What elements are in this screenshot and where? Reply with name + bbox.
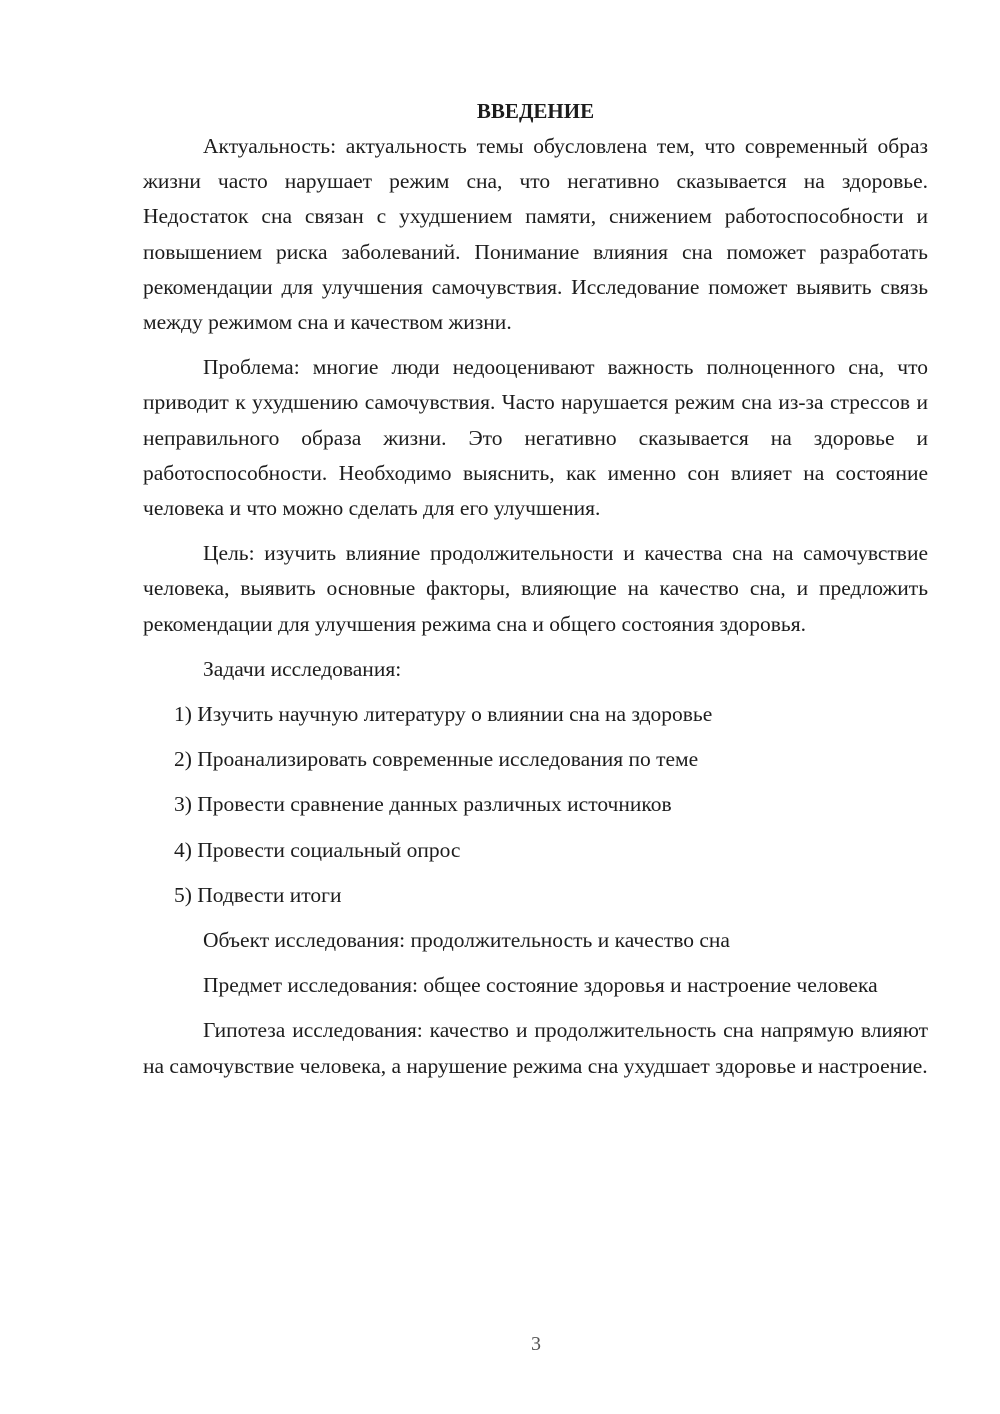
list-item: 1) Изучить научную литературу о влиянии сна на здоровье — [174, 702, 713, 727]
list-item: 4) Провести социальный опрос — [174, 837, 461, 862]
relevance-paragraph: Актуальность: актуальность темы обусловлена тем, что современный образ жизни часто нарушает режим сна, что негативно сказывается на здоровье. Недостаток сна связан с ухудшением памяти, снижением работоспособности и повышением риска заболеваний. Понимание влияния сна поможет разработать рекомендации для улучшения самочувствия. Исследование поможет выявить связь между режимом сна и качеством жизни. — [143, 134, 928, 335]
subject-paragraph: Предмет исследования: общее состояние здоровья и настроение человека — [203, 973, 878, 998]
page-number: 3 — [531, 1333, 541, 1355]
object-paragraph: Объект исследования: продолжительность и качество сна — [203, 928, 730, 953]
list-item: 3) Провести сравнение данных различных источников — [174, 792, 672, 817]
tasks-label: Задачи исследования: — [203, 656, 402, 681]
task-list — [143, 697, 928, 913]
problem-paragraph: Проблема: многие люди недооценивают важность полноценного сна, что приводит к ухудшению самочувствия. Часто нарушается режим сна из-за стрессов и неправильного образа жизни. Это негативно сказывается на здоровье и работоспособности. Необходимо выяснить, как именно сон влияет на состояние человека и что можно сделать для его улучшения. — [143, 355, 928, 521]
list-item: 2) Проанализировать современные исследования по теме — [174, 747, 699, 772]
list-item: 5) Подвести итоги — [174, 882, 342, 907]
section-heading: ВВЕДЕНИЕ — [476, 99, 595, 123]
hypothesis-paragraph: Гипотеза исследования: качество и продолжительность сна напрямую влияют на самочувствие человека, а нарушение режима сна ухудшает здоровье и настроение. — [143, 1018, 928, 1078]
goal-paragraph: Цель: изучить влияние продолжительности и качества сна на самочувствие человека, выявить основные факторы, влияющие на качество сна, и предложить рекомендации для улучшения режима сна и общего состояния здоровья. — [143, 541, 928, 636]
document-page — [143, 96, 928, 1094]
